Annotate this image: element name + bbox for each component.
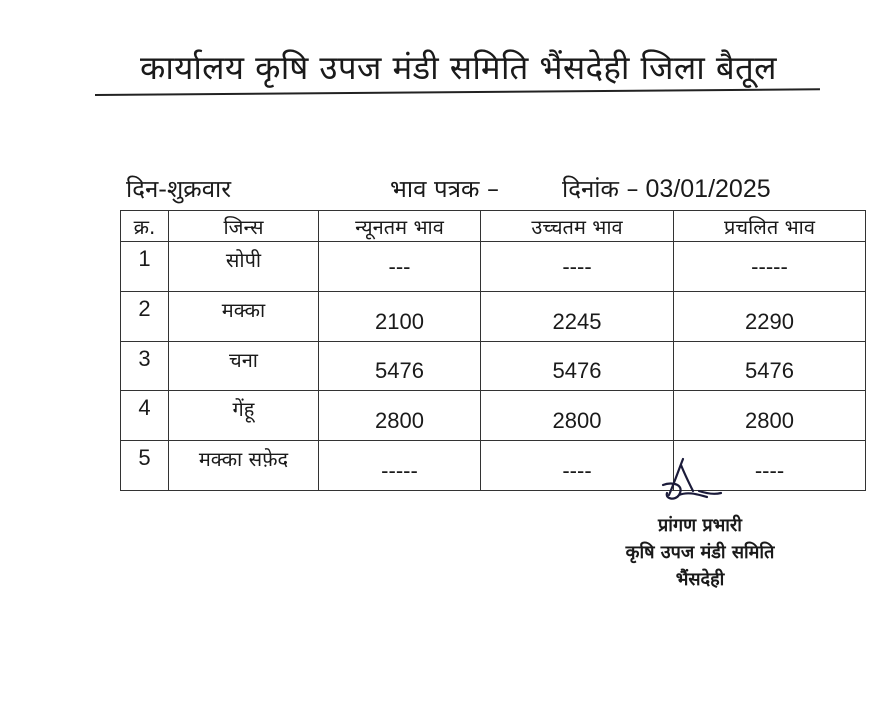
- col-header-serial: क्र.: [121, 211, 169, 242]
- serial-cell: 5: [121, 441, 169, 491]
- modal-price-cell: 2290: [674, 292, 866, 342]
- modal-price-cell: 5476: [674, 342, 866, 391]
- table-header-row: [121, 211, 866, 242]
- table-row: [121, 242, 866, 292]
- table-row: [121, 342, 866, 391]
- commodity-cell: सोपी: [169, 242, 319, 292]
- handwritten-signature: [655, 455, 725, 515]
- modal-price-cell: ----: [674, 441, 866, 491]
- serial-cell: 3: [121, 342, 169, 391]
- max-price-cell: 5476: [481, 342, 674, 391]
- table-row: [121, 292, 866, 342]
- modal-price-cell: 2800: [674, 391, 866, 441]
- serial-cell: 4: [121, 391, 169, 441]
- col-header-max-price: उच्चतम भाव: [481, 211, 674, 242]
- max-price-cell: 2800: [481, 391, 674, 441]
- min-price-cell: -----: [319, 441, 481, 491]
- signatory-organization: कृषि उपज मंडी समिति: [625, 542, 775, 563]
- date-value: 03/01/2025: [645, 175, 771, 203]
- signatory-place: भैंसदेही: [675, 569, 725, 590]
- min-price-cell: 2800: [319, 391, 481, 441]
- table-row: [121, 391, 866, 441]
- col-header-min-price: न्यूनतम भाव: [319, 211, 481, 242]
- commodity-cell: गेंहू: [169, 391, 319, 441]
- commodity-cell: मक्का: [169, 292, 319, 342]
- serial-cell: 2: [121, 292, 169, 342]
- min-price-cell: 2100: [319, 292, 481, 342]
- min-price-cell: 5476: [319, 342, 481, 391]
- rates-table: [120, 210, 866, 491]
- max-price-cell: ----: [481, 242, 674, 292]
- table-row: [121, 441, 866, 491]
- commodity-cell: चना: [169, 342, 319, 391]
- modal-price-cell: -----: [674, 242, 866, 292]
- max-price-cell: ----: [481, 441, 674, 491]
- col-header-commodity: जिन्स: [169, 211, 319, 242]
- min-price-cell: ---: [319, 242, 481, 292]
- col-header-modal-price: प्रचलित भाव: [674, 211, 866, 242]
- date-label: दिनांक –: [562, 175, 639, 203]
- rate-sheet-label: भाव पत्रक –: [390, 175, 500, 203]
- signatory-designation: प्रांगण प्रभारी: [658, 515, 742, 536]
- title-underline: [95, 88, 820, 96]
- commodity-cell: मक्का सफ़ेद: [169, 441, 319, 491]
- max-price-cell: 2245: [481, 292, 674, 342]
- serial-cell: 1: [121, 242, 169, 292]
- signatory-block: [600, 512, 800, 593]
- day-label: दिन-शुक्रवार: [126, 175, 232, 203]
- date-field: [562, 172, 771, 205]
- page-title: कार्यालय कृषि उपज मंडी समिति भैंसदेही जिला बैतूल: [140, 48, 777, 87]
